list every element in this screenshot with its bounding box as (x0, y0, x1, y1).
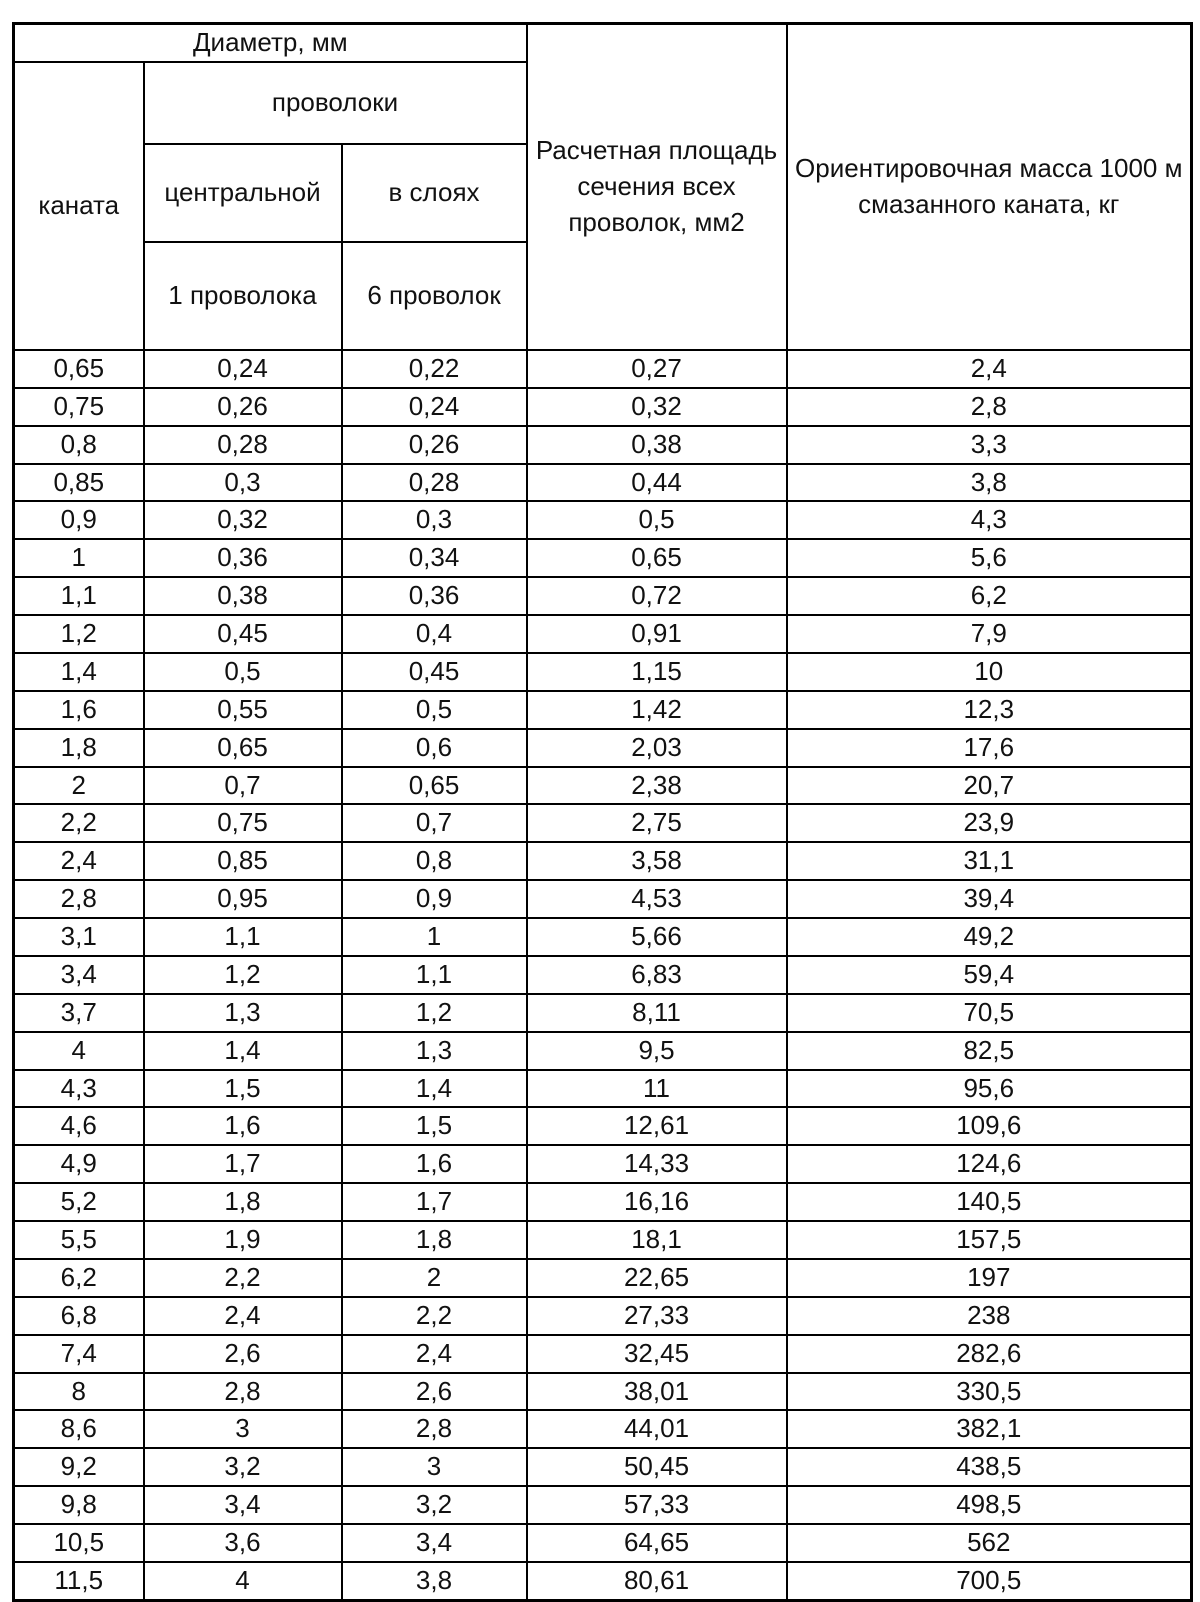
table-cell: 9,8 (14, 1486, 144, 1524)
table-cell: 0,24 (342, 388, 527, 426)
table-cell: 82,5 (787, 1032, 1192, 1070)
table-cell: 2,8 (342, 1410, 527, 1448)
table-row (14, 842, 1192, 880)
table-cell: 0,34 (342, 539, 527, 577)
table-cell: 31,1 (787, 842, 1192, 880)
table-cell: 8 (14, 1373, 144, 1411)
table-cell: 1,4 (14, 653, 144, 691)
table-cell: 0,65 (342, 767, 527, 805)
table-cell: 109,6 (787, 1107, 1192, 1145)
table-row (14, 539, 1192, 577)
table-cell: 3,2 (342, 1486, 527, 1524)
table-cell: 197 (787, 1259, 1192, 1297)
header-one-wire: 1 проволока (144, 242, 342, 350)
table-cell: 0,4 (342, 615, 527, 653)
table-row (14, 1259, 1192, 1297)
table-cell: 5,2 (14, 1183, 144, 1221)
table-cell: 0,38 (527, 426, 787, 464)
table-cell: 0,7 (342, 804, 527, 842)
table-cell: 3,8 (342, 1562, 527, 1600)
table-cell: 1,3 (342, 1032, 527, 1070)
table-cell: 0,36 (144, 539, 342, 577)
table-cell: 1,42 (527, 691, 787, 729)
table-cell: 330,5 (787, 1373, 1192, 1411)
table-cell: 438,5 (787, 1448, 1192, 1486)
table-cell: 18,1 (527, 1221, 787, 1259)
table-cell: 1,1 (144, 918, 342, 956)
table-cell: 1,1 (14, 577, 144, 615)
table-cell: 0,9 (14, 501, 144, 539)
table-cell: 2,2 (14, 804, 144, 842)
table-cell: 0,28 (144, 426, 342, 464)
table-cell: 3,58 (527, 842, 787, 880)
table-cell: 3,3 (787, 426, 1192, 464)
table-cell: 1,5 (144, 1070, 342, 1108)
table-cell: 238 (787, 1297, 1192, 1335)
table-cell: 4,3 (14, 1070, 144, 1108)
table-cell: 5,6 (787, 539, 1192, 577)
table-cell: 1,2 (342, 994, 527, 1032)
table-cell: 12,3 (787, 691, 1192, 729)
table-cell: 0,5 (144, 653, 342, 691)
header-mass: Ориентировочная масса 1000 м смазанного каната, кг (787, 24, 1192, 350)
table-cell: 2,4 (14, 842, 144, 880)
table-cell: 3 (144, 1410, 342, 1448)
table-row (14, 350, 1192, 388)
table-cell: 1,8 (14, 729, 144, 767)
table-cell: 0,44 (527, 464, 787, 502)
table-cell: 1,6 (14, 691, 144, 729)
table-row (14, 1524, 1192, 1562)
header-diameter-group: Диаметр, мм (14, 24, 527, 62)
table-cell: 9,5 (527, 1032, 787, 1070)
table-cell: 2,8 (144, 1373, 342, 1411)
table-cell: 0,38 (144, 577, 342, 615)
table-cell: 6,2 (14, 1259, 144, 1297)
table-cell: 0,5 (527, 501, 787, 539)
table-cell: 0,26 (342, 426, 527, 464)
table-cell: 157,5 (787, 1221, 1192, 1259)
table-cell: 95,6 (787, 1070, 1192, 1108)
table-row (14, 501, 1192, 539)
table-cell: 4,6 (14, 1107, 144, 1145)
table-cell: 0,22 (342, 350, 527, 388)
table-row (14, 1297, 1192, 1335)
header-wires-group: проволоки (144, 62, 527, 144)
table-cell: 1,5 (342, 1107, 527, 1145)
table-cell: 0,32 (527, 388, 787, 426)
wire-rope-spec-table (12, 22, 1193, 1602)
table-cell: 9,2 (14, 1448, 144, 1486)
table-cell: 1,1 (342, 956, 527, 994)
table-cell: 3,1 (14, 918, 144, 956)
table-cell: 59,4 (787, 956, 1192, 994)
table-cell: 0,75 (144, 804, 342, 842)
table-row (14, 388, 1192, 426)
table-cell: 22,65 (527, 1259, 787, 1297)
table-cell: 1,4 (342, 1070, 527, 1108)
table-cell: 0,65 (144, 729, 342, 767)
table-cell: 382,1 (787, 1410, 1192, 1448)
table-cell: 0,32 (144, 501, 342, 539)
table-cell: 0,55 (144, 691, 342, 729)
table-row (14, 691, 1192, 729)
table-cell: 27,33 (527, 1297, 787, 1335)
table-row (14, 956, 1192, 994)
table-row (14, 426, 1192, 464)
table-cell: 2,8 (14, 880, 144, 918)
table-cell: 0,5 (342, 691, 527, 729)
table-row (14, 880, 1192, 918)
table-cell: 3,8 (787, 464, 1192, 502)
table-cell: 6,83 (527, 956, 787, 994)
header-in-layers: в слоях (342, 144, 527, 242)
table-cell: 1,2 (14, 615, 144, 653)
table-cell: 0,72 (527, 577, 787, 615)
table-row (14, 1032, 1192, 1070)
table-cell: 0,9 (342, 880, 527, 918)
table-cell: 0,24 (144, 350, 342, 388)
table-row (14, 615, 1192, 653)
table-cell: 140,5 (787, 1183, 1192, 1221)
table-cell: 1,8 (342, 1221, 527, 1259)
table-cell: 2,38 (527, 767, 787, 805)
table-cell: 1,6 (342, 1145, 527, 1183)
table-cell: 1,3 (144, 994, 342, 1032)
table-cell: 2 (342, 1259, 527, 1297)
table-cell: 17,6 (787, 729, 1192, 767)
table-cell: 1,6 (144, 1107, 342, 1145)
table-row (14, 767, 1192, 805)
table-cell: 2,6 (342, 1373, 527, 1411)
table-cell: 39,4 (787, 880, 1192, 918)
table-cell: 3,7 (14, 994, 144, 1032)
table-cell: 12,61 (527, 1107, 787, 1145)
header-rope: каната (14, 62, 144, 350)
table-row (14, 464, 1192, 502)
table-row (14, 577, 1192, 615)
table-cell: 2,8 (787, 388, 1192, 426)
table-cell: 2,6 (144, 1335, 342, 1373)
table-cell: 23,9 (787, 804, 1192, 842)
table-cell: 16,16 (527, 1183, 787, 1221)
table-cell: 7,9 (787, 615, 1192, 653)
table-cell: 0,7 (144, 767, 342, 805)
table-row (14, 1221, 1192, 1259)
table-cell: 0,36 (342, 577, 527, 615)
table-cell: 70,5 (787, 994, 1192, 1032)
table-cell: 0,85 (144, 842, 342, 880)
table-cell: 2 (14, 767, 144, 805)
table-row (14, 1107, 1192, 1145)
table-row (14, 804, 1192, 842)
table-cell: 5,5 (14, 1221, 144, 1259)
table-cell: 80,61 (527, 1562, 787, 1600)
table-cell: 4,3 (787, 501, 1192, 539)
table-cell: 49,2 (787, 918, 1192, 956)
table-cell: 2,4 (787, 350, 1192, 388)
table-row (14, 1448, 1192, 1486)
table-cell: 2,75 (527, 804, 787, 842)
table-cell: 4 (144, 1562, 342, 1600)
table-cell: 0,95 (144, 880, 342, 918)
table-row (14, 994, 1192, 1032)
table-row (14, 653, 1192, 691)
table-cell: 0,28 (342, 464, 527, 502)
table-cell: 2,4 (342, 1335, 527, 1373)
table-cell: 1,9 (144, 1221, 342, 1259)
table-cell: 3,4 (144, 1486, 342, 1524)
table-cell: 3,4 (14, 956, 144, 994)
table-cell: 8,11 (527, 994, 787, 1032)
table-cell: 1 (342, 918, 527, 956)
table-cell: 3,6 (144, 1524, 342, 1562)
table-cell: 282,6 (787, 1335, 1192, 1373)
table-cell: 57,33 (527, 1486, 787, 1524)
table-cell: 0,65 (14, 350, 144, 388)
table-row (14, 1562, 1192, 1600)
table-row (14, 1486, 1192, 1524)
table-cell: 3,2 (144, 1448, 342, 1486)
table-cell: 11,5 (14, 1562, 144, 1600)
table-row (14, 1145, 1192, 1183)
table-cell: 4,53 (527, 880, 787, 918)
table-cell: 1,7 (144, 1145, 342, 1183)
table-cell: 11 (527, 1070, 787, 1108)
table-body (14, 350, 1192, 1600)
table-cell: 7,4 (14, 1335, 144, 1373)
table-cell: 20,7 (787, 767, 1192, 805)
table-cell: 0,45 (342, 653, 527, 691)
table-row (14, 1335, 1192, 1373)
table-cell: 38,01 (527, 1373, 787, 1411)
table-row (14, 1183, 1192, 1221)
table-cell: 498,5 (787, 1486, 1192, 1524)
table-row (14, 1373, 1192, 1411)
header-area: Расчетная площадь сечения всех проволок, мм2 (527, 24, 787, 350)
table-cell: 1,7 (342, 1183, 527, 1221)
table-cell: 700,5 (787, 1562, 1192, 1600)
table-cell: 0,65 (527, 539, 787, 577)
table-cell: 10,5 (14, 1524, 144, 1562)
header-row-1 (14, 24, 1192, 62)
table-cell: 14,33 (527, 1145, 787, 1183)
table-cell: 8,6 (14, 1410, 144, 1448)
table-cell: 2,2 (144, 1259, 342, 1297)
table-cell: 0,3 (144, 464, 342, 502)
table-cell: 0,75 (14, 388, 144, 426)
table-row (14, 918, 1192, 956)
header-six-wires: 6 проволок (342, 242, 527, 350)
table-cell: 3,4 (342, 1524, 527, 1562)
table-cell: 2,2 (342, 1297, 527, 1335)
table-cell: 0,6 (342, 729, 527, 767)
table-row (14, 1070, 1192, 1108)
table-cell: 0,85 (14, 464, 144, 502)
table-cell: 0,45 (144, 615, 342, 653)
header-central-wire: центральной (144, 144, 342, 242)
table-cell: 4,9 (14, 1145, 144, 1183)
table-cell: 124,6 (787, 1145, 1192, 1183)
table-cell: 4 (14, 1032, 144, 1070)
table-cell: 64,65 (527, 1524, 787, 1562)
table-cell: 0,8 (342, 842, 527, 880)
table-cell: 2,4 (144, 1297, 342, 1335)
table-cell: 0,8 (14, 426, 144, 464)
table-cell: 0,91 (527, 615, 787, 653)
table-cell: 50,45 (527, 1448, 787, 1486)
table-cell: 1 (14, 539, 144, 577)
table-cell: 1,8 (144, 1183, 342, 1221)
table-cell: 1,4 (144, 1032, 342, 1070)
table-cell: 5,66 (527, 918, 787, 956)
table-row (14, 729, 1192, 767)
table-cell: 562 (787, 1524, 1192, 1562)
table-cell: 0,27 (527, 350, 787, 388)
table-cell: 6,8 (14, 1297, 144, 1335)
table-cell: 2,03 (527, 729, 787, 767)
table-cell: 10 (787, 653, 1192, 691)
table-cell: 1,2 (144, 956, 342, 994)
table-row (14, 1410, 1192, 1448)
table-cell: 0,3 (342, 501, 527, 539)
table-cell: 0,26 (144, 388, 342, 426)
table-cell: 32,45 (527, 1335, 787, 1373)
table-cell: 6,2 (787, 577, 1192, 615)
table-cell: 1,15 (527, 653, 787, 691)
table-header (14, 24, 1192, 350)
table-cell: 44,01 (527, 1410, 787, 1448)
table-cell: 3 (342, 1448, 527, 1486)
